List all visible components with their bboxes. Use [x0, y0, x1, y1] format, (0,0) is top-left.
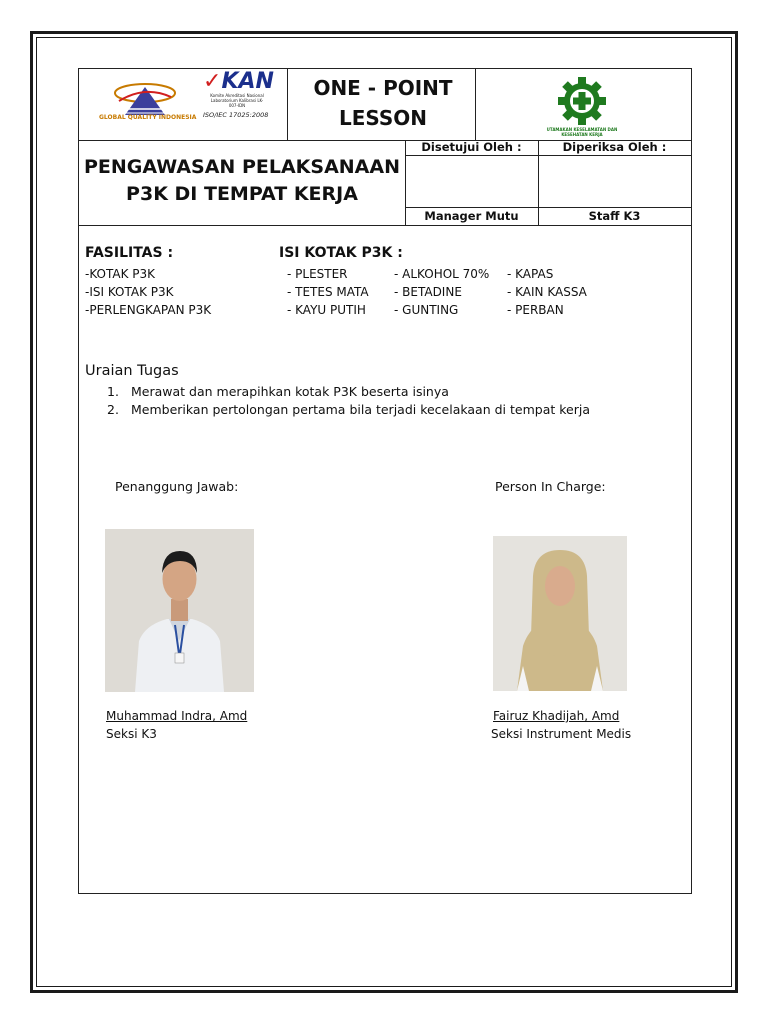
- left-signatory-name: Muhammad Indra, Amd: [106, 709, 248, 723]
- checked-by-label: Diperiksa Oleh :: [562, 140, 667, 154]
- task-text: Merawat dan merapihkan kotak P3K beserta isinya: [131, 384, 449, 399]
- facility-item: -KOTAK P3K: [85, 267, 156, 281]
- kit-item: - TETES MATA: [287, 285, 369, 299]
- approval-header-divider: [405, 155, 691, 156]
- kit-contents-heading: ISI KOTAK P3K :: [279, 245, 403, 261]
- opl-title-line2: LESSON: [338, 106, 428, 130]
- task-text: Memberikan pertolongan pertama bila terjadi kecelakaan di tempat kerja: [131, 402, 590, 417]
- kan-logo-iso: ISO/IEC 17025:2008: [203, 111, 269, 119]
- right-signatory-role: Seksi Instrument Medis: [491, 727, 632, 741]
- k3-logo-text: UTAMAKAN KESELAMATAN DAN KESEHATAN KERJA: [546, 127, 618, 137]
- right-signatory-name: Fairuz Khadijah, Amd: [493, 709, 620, 723]
- facilities-heading: FASILITAS :: [85, 245, 174, 261]
- task-item: [107, 384, 449, 399]
- task-number: 2.: [107, 402, 119, 417]
- facility-item: -PERLENGKAPAN P3K: [85, 303, 212, 317]
- kit-item: - PERBAN: [507, 303, 564, 317]
- kit-item: - KAPAS: [507, 267, 554, 281]
- approved-role: Manager Mutu: [424, 209, 519, 223]
- responsible-label: Penanggung Jawab:: [115, 479, 239, 494]
- kan-logo-word: ✓KAN: [203, 69, 274, 94]
- left-signatory-role: Seksi K3: [106, 727, 157, 741]
- document-title-line1: PENGAWASAN PELAKSANAAN: [83, 156, 400, 178]
- kit-item: - KAYU PUTIH: [287, 303, 366, 317]
- checked-role: Staff K3: [588, 209, 641, 223]
- opl-title: [289, 73, 477, 133]
- person-in-charge-label: Person In Charge:: [495, 479, 606, 494]
- left-person-photo: [105, 529, 254, 692]
- person-photo-image: [493, 536, 627, 691]
- opl-title-line1: ONE - POINT: [313, 76, 453, 100]
- kit-item: - ALKOHOL 70%: [394, 267, 490, 281]
- gqi-logo-text: GLOBAL QUALITY INDONESIA: [99, 114, 197, 121]
- task-item: [107, 402, 590, 417]
- document-title-line2: P3K DI TEMPAT KERJA: [126, 183, 358, 205]
- kit-item: - PLESTER: [287, 267, 348, 281]
- document-title: [79, 154, 405, 208]
- header-bottom-border: [79, 225, 691, 226]
- kit-item: - KAIN KASSA: [507, 285, 587, 299]
- tasks-heading: Uraian Tugas: [85, 363, 179, 379]
- facility-item: -ISI KOTAK P3K: [85, 285, 174, 299]
- document-sheet: [78, 68, 692, 894]
- logo-divider: [287, 69, 288, 140]
- right-person-photo: [493, 536, 627, 691]
- person-photo-image: [105, 529, 254, 692]
- kan-logo: [203, 71, 275, 119]
- task-number: 1.: [107, 384, 119, 399]
- kit-item: - BETADINE: [394, 285, 462, 299]
- kit-item: - GUNTING: [394, 303, 459, 317]
- kan-logo-caption: Komite Akreditasi Nasional Laboratorium Kalibrasi LK-007-IDN: [210, 93, 264, 108]
- approved-by-label: Disetujui Oleh :: [421, 140, 522, 154]
